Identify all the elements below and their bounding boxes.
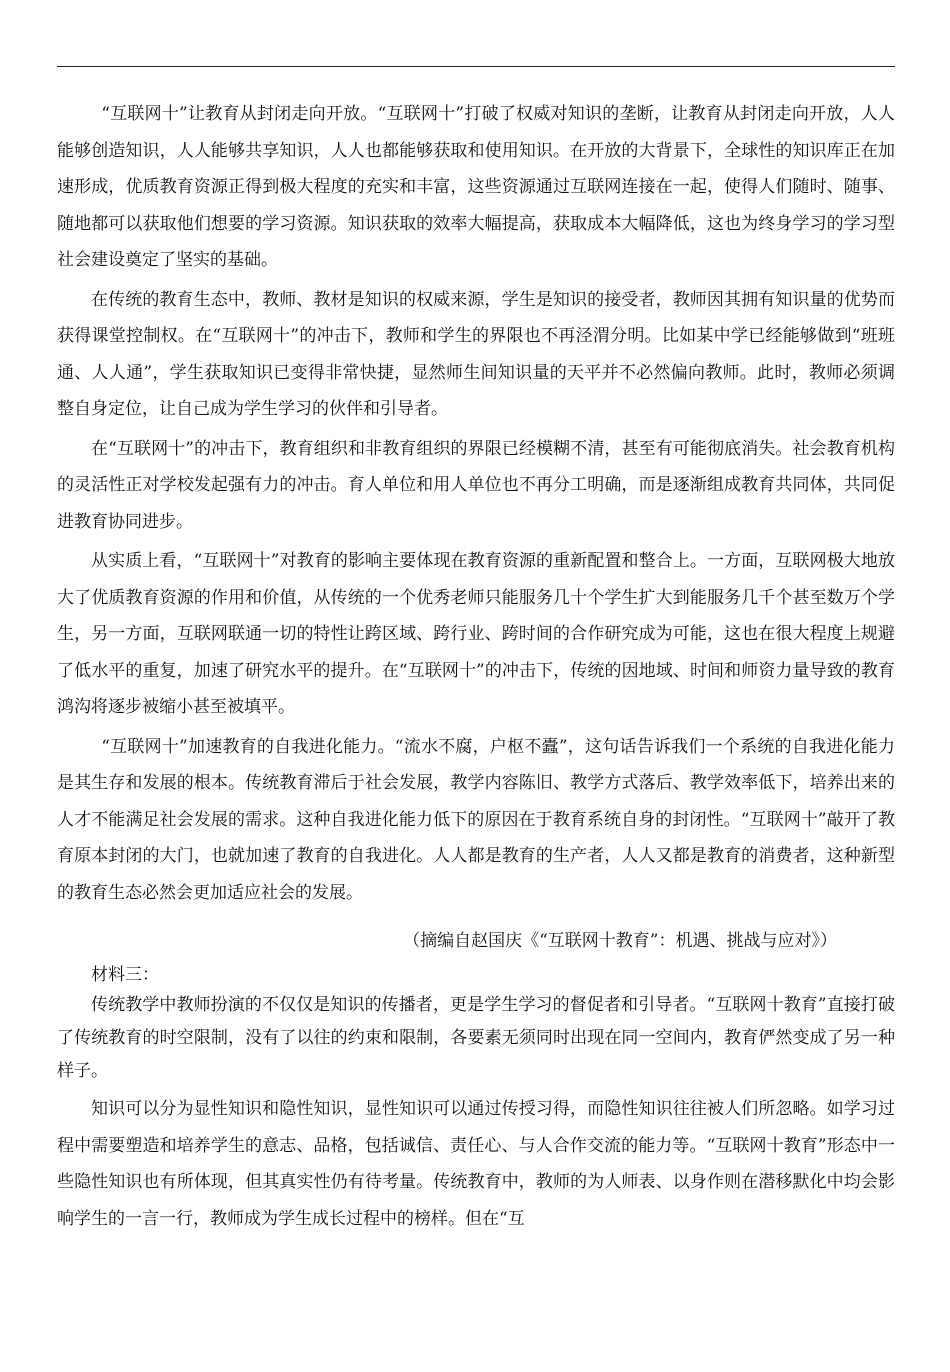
paragraph-open-education: “互联网十”让教育从封闭走向开放。“互联网十”打破了权威对知识的垄断，让教育从封闭走向开放，人人能够创造知识，人人能够共享知识，人人也都能够获取和使用知识。在开放的大背景下，全球性的知识库正在加速形成，优质教育资源正得到极大程度的充实和丰富，这些资源通过互联网连接在一起，使得人们随时、随事、随地都可以获取他们想要的学习资源。知识获取的效率大幅提高，获取成本大幅降低，这也为终身学习的学习型社会建设奠定了坚实的基础。 (57, 104, 895, 270)
header-rule (57, 66, 895, 67)
document-body (57, 96, 895, 1240)
paragraph-time-space-limits: 传统教学中教师扮演的不仅仅是知识的传播者，更是学生学习的督促者和引导者。“互联网十教育”直接打破了传统教育的时空限制，没有了以往的约束和限制，各要素无须同时出现在同一空间内，教育俨然变成了另一种样子。 (57, 995, 895, 1081)
paragraph-resource-allocation: 从实质上看，“互联网十”对教育的影响主要体现在教育资源的重新配置和整合上。一方面，互联网极大地放大了优质教育资源的作用和价值，从传统的一个优秀老师只能服务几十个学生扩大到能服务几千个甚至数万个学生，另一方面，互联网联通一切的特性让跨区域、跨行业、跨时间的合作研究成为可能，这也在很大程度上规避了低水平的重复，加速了研究水平的提升。在“互联网十”的冲击下，传统的因地域、时间和师资力量导致的教育鸿沟将逐步被缩小甚至被填平。 (57, 551, 895, 717)
paragraph-tacit-knowledge: 知识可以分为显性知识和隐性知识，显性知识可以通过传授习得，而隐性知识往往被人们所忽略。如学习过程中需要塑造和培养学生的意志、品格，包括诚信、责任心、与人合作交流的能力等。“互联网十教育”形态中一些隐性知识也有所体现，但其真实性仍有待考量。传统教育中，教师的为人师表、以身作则在潜移默化中均会影响学生的一言一行，教师成为学生成长过程中的榜样。但在“互 (57, 1099, 895, 1229)
material-three-label: 材料三： (91, 965, 159, 985)
paragraph-teacher-role: 在传统的教育生态中，教师、教材是知识的权威来源，学生是知识的接受者，教师因其拥有知识量的优势而获得课堂控制权。在“互联网十”的冲击下，教师和学生的界限也不再泾渭分明。比如某中学已经能够做到“班班通、人人通”，学生获取知识已变得非常快捷，显然师生间知识量的天平并不必然偏向教师。此时，教师必须调整自身定位，让自己成为学生学习的伙伴和引导者。 (57, 289, 895, 419)
source-citation: （摘编自赵国庆《“互联网十教育”：机遇、挑战与应对》） (403, 931, 837, 951)
paragraph-self-evolution: “互联网十”加速教育的自我进化能力。“流水不腐，户枢不蠹”，这句话告诉我们一个系统的自我进化能力是其生存和发展的根本。传统教育滞后于社会发展，教学内容陈旧、教学方式落后、教学效率低下，培养出来的人才不能满足社会发展的需求。这种自我进化能力低下的原因在于教育系统自身的封闭性。“互联网十”敲开了教育原本封闭的大门，也就加速了教育的自我进化。人人都是教育的生产者，人人又都是教育的消费者，这种新型的教育生态必然会更加适应社会的发展。 (57, 736, 895, 903)
paragraph-org-boundaries: 在“互联网十”的冲击下，教育组织和非教育组织的界限已经模糊不清，甚至有可能彻底消失。社会教育机构的灵活性正对学校发起强有力的冲击。育人单位和用人单位也不再分工明确，而是逐渐组成教育共同体，共同促进教育协同进步。 (57, 438, 895, 532)
